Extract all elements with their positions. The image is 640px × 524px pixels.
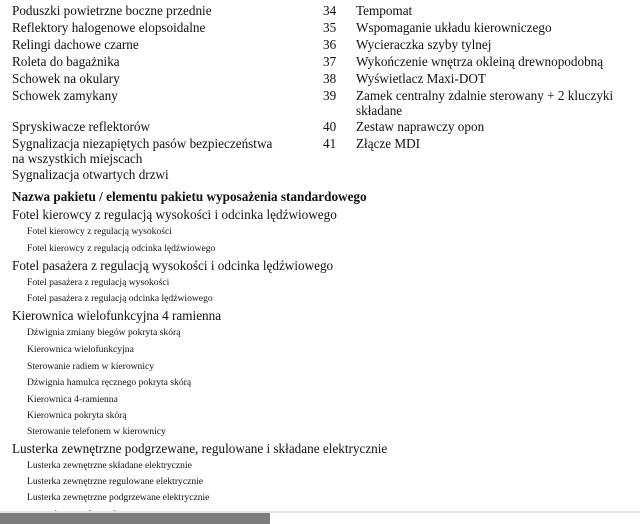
- item-number: 39: [323, 88, 337, 103]
- group-item: Dźwignia zmiany biegów pokryta skórą: [27, 327, 181, 338]
- group-item: Lusterka zewnętrzne składane elektrycznie: [27, 460, 192, 471]
- item-text: Wspomaganie układu kierowniczego: [356, 20, 552, 35]
- item-text: Złącze MDI: [356, 136, 421, 151]
- item-text: Reflektory halogenowe elopsoidalne: [12, 20, 206, 35]
- item-text: Zamek centralny zdalnie sterowany + 2 kluczyki: [356, 88, 614, 103]
- item-text: Relingi dachowe czarne: [12, 37, 139, 52]
- item-number: 36: [323, 37, 337, 52]
- group-item: Fotel pasażera z regulacją odcinka lędźwiowego: [27, 293, 213, 304]
- item-text: Poduszki powietrzne boczne przednie: [12, 3, 212, 18]
- item-text: Sygnalizacja otwartych drzwi: [12, 167, 169, 182]
- group-title: Fotel kierowcy z regulacją wysokości i odcinka lędźwiowego: [12, 207, 337, 222]
- item-number: 34: [323, 3, 337, 18]
- section-header: Nazwa pakietu / elementu pakietu wyposażenia standardowego: [12, 189, 367, 204]
- group-item: Lusterka zewnętrzne podgrzewane elektrycznie: [27, 492, 210, 503]
- item-text: na wszystkich miejscach: [12, 151, 143, 166]
- group-item: Sterowanie telefonem w kierownicy: [27, 426, 166, 437]
- item-number: 35: [323, 20, 337, 35]
- item-text: Schowek zamykany: [12, 88, 118, 103]
- item-text: Schowek na okulary: [12, 71, 120, 86]
- item-number: 41: [323, 136, 337, 151]
- item-text: składane: [356, 103, 403, 118]
- item-number: 38: [323, 71, 337, 86]
- group-title: Fotel pasażera z regulacją wysokości i odcinka lędźwiowego: [12, 258, 334, 273]
- group-item: Fotel kierowcy z regulacją odcinka lędźwiowego: [27, 243, 216, 254]
- item-text: Roleta do bagażnika: [12, 54, 120, 69]
- group-item: Kierownica pokryta skórą: [27, 410, 127, 421]
- item-text: Spryskiwacze reflektorów: [12, 119, 151, 134]
- crop-overlay: [0, 513, 270, 524]
- item-number: 40: [323, 119, 337, 134]
- item-text: Zestaw naprawczy opon: [356, 119, 485, 134]
- group-item: Kierownica wielofunkcyjna: [27, 344, 134, 355]
- item-text: Wycieraczka szyby tylnej: [356, 37, 492, 52]
- group-item: Kierownica 4-ramienna: [27, 394, 118, 405]
- item-number: 37: [323, 54, 337, 69]
- group-item: Dźwignia hamulca ręcznego pokryta skórą: [27, 377, 192, 388]
- group-item: Fotel pasażera z regulacją wysokości: [27, 277, 170, 288]
- group-title: Lusterka zewnętrzne podgrzewane, regulowane i składane elektrycznie: [12, 441, 388, 456]
- item-text: Tempomat: [356, 3, 413, 18]
- group-item: Lusterka zewnętrzne regulowane elektrycznie: [27, 476, 204, 487]
- item-text: Wykończenie wnętrza okleiną drewnopodobną: [356, 54, 604, 69]
- item-text: Sygnalizacja niezapiętych pasów bezpieczeństwa: [12, 136, 273, 151]
- item-text: Wyświetlacz Maxi-DOT: [356, 71, 486, 86]
- group-item: Sterowanie radiem w kierownicy: [27, 361, 155, 372]
- group-item: Fotel kierowcy z regulacją wysokości: [27, 226, 172, 237]
- group-title: Kierownica wielofunkcyjna 4 ramienna: [12, 308, 222, 323]
